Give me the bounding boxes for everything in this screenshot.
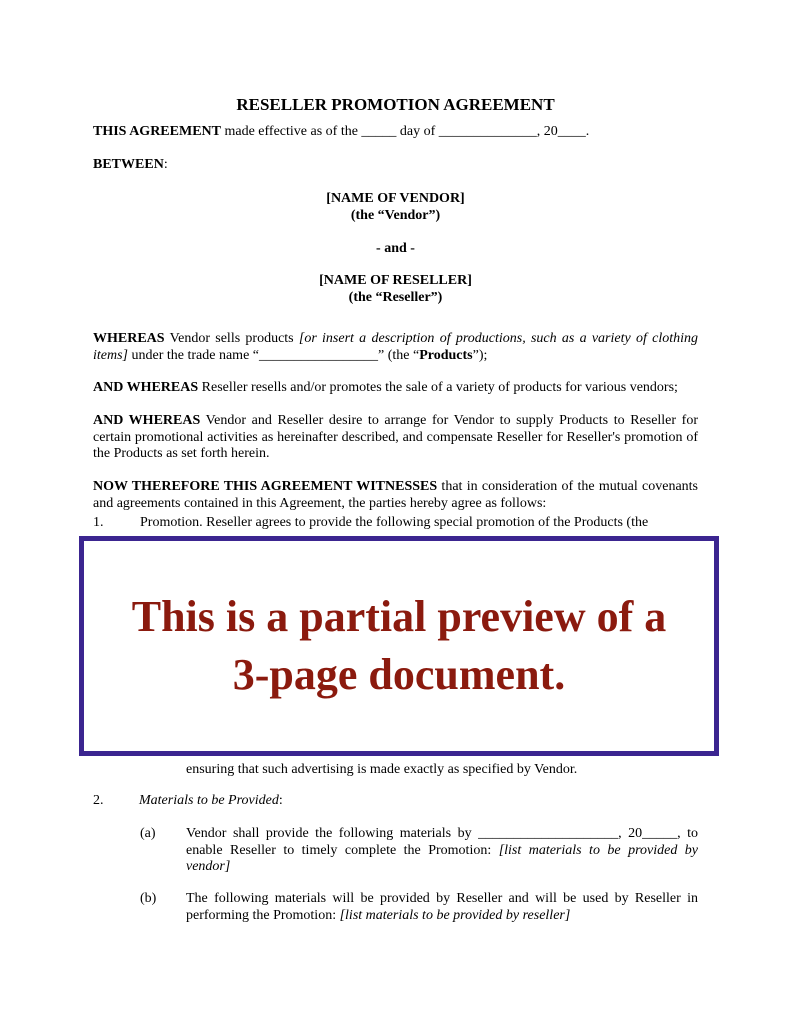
clause-b-label: (b) [140,891,157,906]
intro-bold: THIS AGREEMENT [93,124,221,139]
section-number: 1. [93,515,104,530]
clause-a [186,826,698,876]
whereas-text: Reseller resells and/or promotes the sale of a variety of products for various vendors; [198,380,678,395]
whereas-bold: AND WHEREAS [93,380,199,395]
whereas-bold: WHEREAS [93,331,165,346]
vendor-alias: (the “Vendor”) [350,208,441,223]
preview-overlay [79,536,719,756]
whereas-bold: AND WHEREAS [93,413,201,428]
between-label [93,157,698,174]
between-colon: : [163,157,168,172]
and-separator: - and - [376,241,415,256]
vendor-name: [NAME OF VENDOR] [326,191,465,206]
clause-text: The following materials will be provided by Reseller and will be used by Reseller in performing the Promotion: [186,891,698,923]
whereas-italic: [or insert a description of productions, such as a variety of clothing items] [93,331,698,363]
document-title: RESELLER PROMOTION AGREEMENT [236,95,555,114]
overlay-line-1: This is a partial preview of a [131,592,667,641]
whereas-text-3: ”); [472,347,488,363]
now-bold: NOW THEREFORE THIS AGREEMENT WITNESSES [93,479,438,494]
section-2 [93,793,698,810]
reseller-name: [NAME OF RESELLER] [319,273,472,288]
whereas-text-2: under the trade name “_________________” (the “ [128,347,420,363]
section-1-tail: ensuring that such advertising is made exactly as specified by Vendor. [186,762,578,777]
clause-italic: [list materials to be provided by vendor] [186,842,698,874]
section-heading: Materials to be Provided [139,793,279,808]
overlay-line-2: 3-page document. [232,650,566,699]
intro-paragraph [93,124,698,141]
clause-a-label: (a) [140,826,156,841]
clause-text: Vendor shall provide the following materials by ____________________, 20_____, to enable Reseller to timely complete the Promotion: [186,826,698,858]
whereas-2 [93,380,698,397]
clause-b [186,891,698,924]
section-colon: : [278,793,283,808]
between-bold: BETWEEN [93,157,164,172]
clause-italic: [list materials to be provided by reseller] [339,907,571,923]
products-bold: Products [419,347,473,363]
section-1-text: Promotion. Reseller agrees to provide the following special promotion of the Products (the [140,515,649,530]
now-text: that in consideration of the mutual covenants and agreements contained in this Agreement, the parties hereby agree as follows: [93,479,699,511]
intro-text: made effective as of the _____ day of ______________, 20____. [220,124,590,139]
now-therefore [93,479,698,512]
whereas-text: Vendor and Reseller desire to arrange for Vendor to supply Products to Reseller for certain promotional activities as hereinafter described, and compensate Reseller for Reseller's promotion of the Products as set forth herein. [93,413,698,461]
section-number: 2. [93,793,104,808]
whereas-3 [93,413,698,463]
whereas-text: Vendor sells products [164,331,299,346]
reseller-alias: (the “Reseller”) [348,290,443,305]
section-1 [93,515,698,532]
whereas-1 [93,331,698,364]
